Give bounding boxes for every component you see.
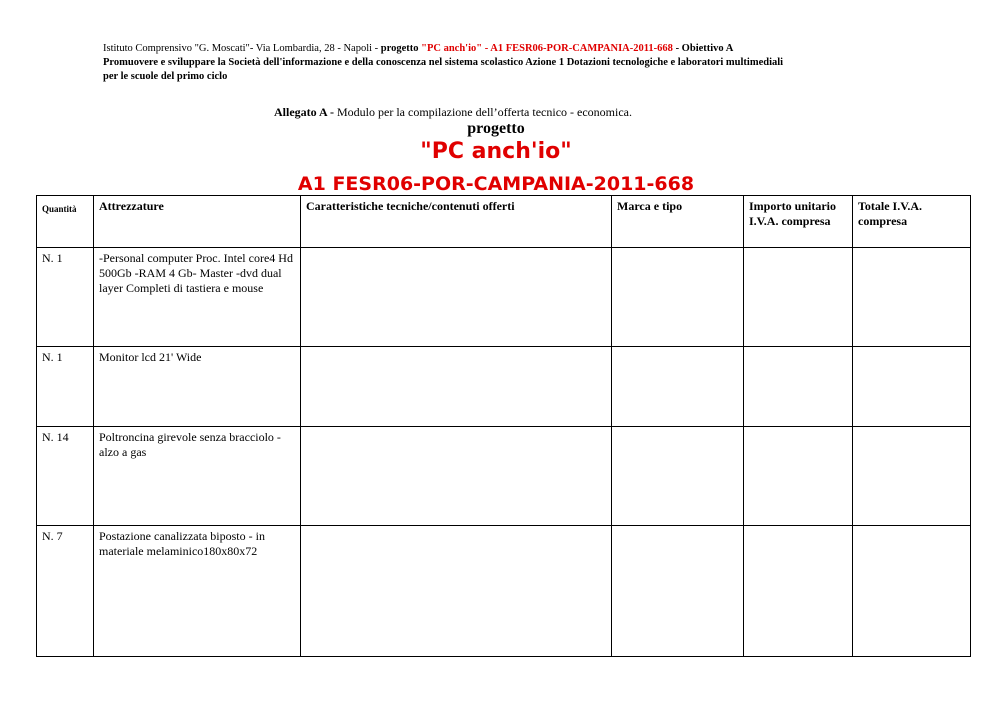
marca-cell[interactable] <box>612 526 744 657</box>
offer-table <box>36 195 971 657</box>
header-marca: Marca e tipo <box>612 196 744 248</box>
item-cell: Poltroncina girevole senza bracciolo - alzo a gas <box>94 427 301 526</box>
header-importo: Importo unitario I.V.A. compresa <box>744 196 853 248</box>
project-code: A1 FESR06-POR-CAMPANIA-2011-668 <box>297 173 695 195</box>
caratteristiche-cell[interactable] <box>301 347 612 427</box>
caratteristiche-cell[interactable] <box>301 248 612 347</box>
marca-cell[interactable] <box>612 347 744 427</box>
header-line-3: per le scuole del primo ciclo <box>103 71 228 82</box>
header-project-red: "PC anch'io" - A1 FESR06-POR-CAMPANIA-2011-668 <box>421 43 673 54</box>
table-row <box>37 347 971 427</box>
qty-cell: N. 1 <box>37 347 94 427</box>
progetto-heading: progetto <box>467 120 525 137</box>
item-cell: Monitor lcd 21' Wide <box>94 347 301 427</box>
importo-cell[interactable] <box>744 248 853 347</box>
qty-cell: N. 1 <box>37 248 94 347</box>
table-row <box>37 526 971 657</box>
header-obiettivo: - Obiettivo A <box>672 43 734 54</box>
allegato-text: Modulo per la compilazione dell’offerta tecnico - economica. <box>337 105 632 119</box>
header-progetto: progetto <box>380 43 419 54</box>
allegato-line <box>274 105 632 120</box>
importo-cell[interactable] <box>744 427 853 526</box>
totale-cell[interactable] <box>853 526 971 657</box>
allegato-label: Allegato A - <box>274 105 337 119</box>
totale-cell[interactable] <box>853 347 971 427</box>
header-totale: Totale I.V.A. compresa <box>853 196 971 248</box>
totale-cell[interactable] <box>853 427 971 526</box>
header-caratteristiche: Caratteristiche tecniche/contenuti offerti <box>301 196 612 248</box>
caratteristiche-cell[interactable] <box>301 526 612 657</box>
project-name: "PC anch'io" <box>420 139 572 164</box>
importo-cell[interactable] <box>744 347 853 427</box>
caratteristiche-cell[interactable] <box>301 427 612 526</box>
table-row <box>37 427 971 526</box>
document-header <box>103 42 963 84</box>
header-line-2: Promuovere e sviluppare la Società dell'informazione e della conoscenza nel sistema scolastico Azione 1 Dotazioni tecnologiche e laboratori multimediali <box>103 57 784 68</box>
table-header-row <box>37 196 971 248</box>
totale-cell[interactable] <box>853 248 971 347</box>
header-institute: Istituto Comprensivo "G. Moscati"- Via Lombardia, 28 - Napoli - <box>103 43 381 54</box>
header-attrezzature: Attrezzature <box>94 196 301 248</box>
marca-cell[interactable] <box>612 427 744 526</box>
item-cell: Postazione canalizzata biposto - in materiale melaminico180x80x72 <box>94 526 301 657</box>
header-quantita: Quantità <box>37 196 94 248</box>
qty-cell: N. 7 <box>37 526 94 657</box>
header-line-1 <box>103 42 963 56</box>
table-row <box>37 248 971 347</box>
marca-cell[interactable] <box>612 248 744 347</box>
qty-cell: N. 14 <box>37 427 94 526</box>
item-cell: -Personal computer Proc. Intel core4 Hd 500Gb -RAM 4 Gb- Master -dvd dual layer Completi di tastiera e mouse <box>94 248 301 347</box>
importo-cell[interactable] <box>744 526 853 657</box>
